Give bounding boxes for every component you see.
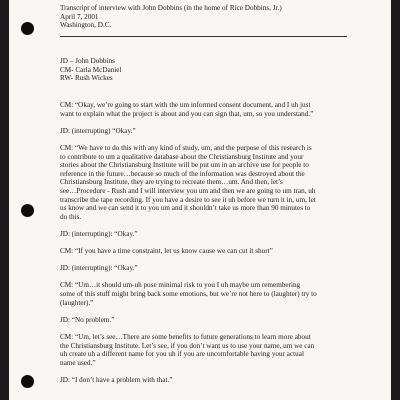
transcript-line: name used.” [60, 358, 96, 367]
transcript-line: us know and we can send it to you um and it shouldn’t take us more than 90 minutes to [60, 204, 311, 213]
transcript-paragraph [60, 333, 351, 367]
transcript-line: uh create uh a different name for you uh if you are uncomfortable having your actual [60, 350, 304, 359]
transcript-body [60, 101, 351, 393]
transcript-line: CM: “Um…it should um-uh pose minimal risk to you I uh maybe um remembering [60, 281, 301, 290]
transcript-line: reference in the future…because so much of the information was destroyed about the [60, 169, 305, 178]
transcript-line: to contribute to um a qualitative database about the Christiansburg Institute and your [60, 152, 304, 161]
transcript-line: stories about the Christiansburg Institute will be put um in an archive use for people to [60, 161, 309, 170]
speaker-cm: CM- Carla McDaniel [60, 65, 122, 74]
transcript-line: some of this stuff might bring back some emotions, but we’re not here to (laughter) try to [60, 290, 317, 299]
header-title: Transcript of interview with John Dobbins (in the home of Rice Dobbins, Jr.) [60, 4, 282, 12]
transcript-line: the Christiansburg Institute. Let’s see, if you don’t want us to use your name, um we can [60, 341, 315, 350]
transcript-paragraph [60, 281, 351, 307]
transcript-paragraph [60, 101, 351, 118]
transcript-line: CM: “Um, let’s see…There are some benefits to future generations to learn more about [60, 333, 311, 342]
punch-hole-middle [21, 204, 34, 217]
transcript-line: JD: (interrupting): “Okay.” [60, 229, 138, 238]
transcript-line: want to explain what the project is about and you can sign that, um, so you understand.” [60, 109, 314, 118]
header-rule [60, 36, 347, 37]
transcript-paragraph [60, 144, 351, 221]
transcript-line: do this. [60, 212, 82, 221]
speaker-rw: RW- Rush Wickes [60, 74, 113, 83]
transcript-paragraph [60, 264, 351, 273]
transcript-line: JD: “No problem.” [60, 315, 115, 324]
punch-hole-bottom [21, 375, 34, 388]
transcript-paragraph [60, 127, 351, 136]
transcript-line: CM: “If you have a time constraint, let us know cause we can cut it short” [60, 247, 273, 256]
document-page [9, 0, 391, 400]
document-header [60, 4, 360, 30]
speaker-key [60, 57, 121, 83]
transcript-line: (laughter).” [60, 298, 94, 307]
transcript-line: JD: (interrupting): “Okay.” [60, 264, 138, 273]
header-date: April 7, 2001 [60, 12, 99, 21]
transcript-line: JD: (interrupting) “Okay.” [60, 126, 136, 135]
transcript-line: transcribe the tape recording. If you have a desire to see it uh before we turn it in, um, let [60, 195, 316, 204]
transcript-line: Christiansburg Institute, they are trying to recreate them…um. And then, let’s [60, 178, 283, 187]
speaker-jd: JD – John Dobbins [60, 57, 115, 65]
transcript-line: CM: “We have to do this with any kind of study, um, and the purpose of this research is [60, 143, 312, 152]
transcript-paragraph [60, 316, 351, 325]
header-location: Washington, D.C. [60, 21, 112, 30]
transcript-line: JD: “I don’t have a problem with that.” [60, 376, 173, 384]
transcript-paragraph [60, 247, 351, 256]
punch-hole-top [21, 22, 34, 35]
transcript-paragraph [60, 376, 351, 385]
transcript-line: see…Procedure - Rush and I will interview you um and then we are going to um tran, uh [60, 186, 316, 195]
transcript-paragraph [60, 230, 351, 239]
transcript-line: CM: “Okay, we’re going to start with the um informed consent document, and I uh just [60, 101, 311, 109]
